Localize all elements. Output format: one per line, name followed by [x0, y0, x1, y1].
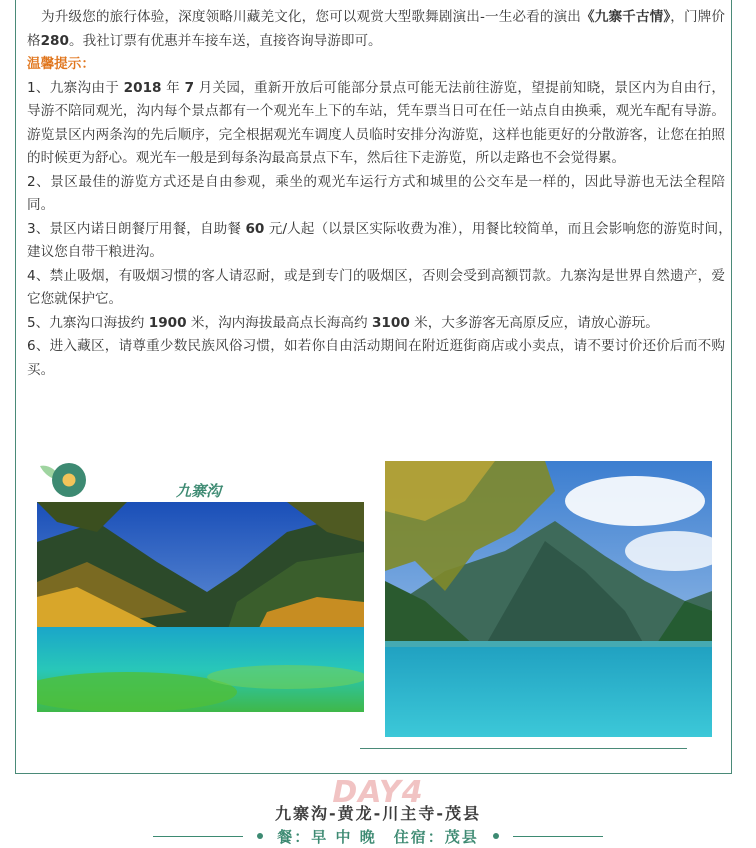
- tip-number: 6、: [27, 338, 50, 354]
- lake-photo-2: [385, 461, 712, 737]
- intro-tail: 。我社订票有优惠并车接车送，直接咨询导游即可。: [68, 32, 382, 49]
- dot-icon: [493, 833, 499, 839]
- itinerary-text: [27, 6, 739, 382]
- intro-paragraph: [27, 6, 725, 53]
- tip-text: 景区内诺日朗餐厅用餐，自助餐: [49, 220, 246, 237]
- tips-title: 温馨提示：: [27, 56, 95, 72]
- image-caption: 九寨沟: [176, 482, 222, 500]
- tip-text: 米，大多游客无高原反应，请放心游玩。: [409, 314, 659, 331]
- tip-month: 7: [184, 79, 195, 96]
- route-title: 九寨沟-黄龙-川主寺-茂县: [275, 804, 481, 823]
- tip-item-6: [27, 335, 725, 382]
- show-name: 《九寨千古情》: [581, 9, 671, 25]
- ticket-price: 280: [40, 32, 69, 49]
- meal-accommodation-text: 餐：早 中 晚 住宿：茂县: [277, 827, 479, 846]
- leaf-badge-icon: [38, 460, 88, 500]
- tip-number: 1、: [27, 79, 50, 96]
- tip-item-1: [27, 77, 725, 171]
- tip-item-5: [27, 312, 725, 336]
- altitude-max: 3100: [371, 314, 410, 331]
- divider-line-right: [513, 836, 603, 837]
- altitude-entrance: 1900: [148, 314, 187, 331]
- tip-text: 米，沟内海拔最高点长海高约: [186, 314, 372, 331]
- tip-number: 5、: [27, 314, 50, 331]
- tip-text: 景区最佳的游览方式还是自由参观，乘坐的观光车运行方式和城里的公交车是一样的，因此导游也无法全程陪同。: [27, 173, 726, 213]
- tip-item-4: [27, 265, 725, 312]
- intro-mid: ，门牌价格: [27, 9, 726, 49]
- tip-number: 2、: [27, 173, 51, 190]
- tip-text: 月关园，重新开放后可能部分景点可能无法前往游览，望提前知晓，景区内为自由行，导游不陪同观光，沟内每个景点都有一个观光车上下的车站，凭车票当日可在任一站点自由换乘，观光车配有导游。游览景区内两条沟的先后顺序，完全根据观光车调度人员临时安排分沟游览，这样也能更好的分散游客，让您在拍照的时候更为舒心。观光车一般是到每条沟最高景点下车，然后往下走游览，所以走路也不会觉得累。: [27, 79, 725, 166]
- tip-text: 禁止吸烟，有吸烟习惯的客人请忍耐，或是到专门的吸烟区，否则会受到高额罚款。九寨沟是世界自然遗产，爱它您就保护它。: [27, 267, 726, 307]
- tip-item-2: [27, 171, 725, 218]
- tip-number: 3、: [27, 220, 50, 237]
- tip-text: 年: [161, 79, 185, 96]
- tip-item-3: [27, 218, 739, 265]
- tip-text: 进入藏区，请尊重少数民族风俗习惯，如若你自由活动期间在附近逛街商店或小卖点，请不要讨价还价后而不购买。: [27, 338, 726, 378]
- photo-divider: [360, 748, 687, 749]
- divider-line-left: [153, 836, 243, 837]
- tip-number: 4、: [27, 267, 50, 284]
- intro-lead: 为升级您的旅行体验，深度领略川藏羌文化，您可以观赏大型歌舞剧演出-一生必看的演出: [41, 9, 582, 25]
- tip-year: 2018: [123, 79, 162, 96]
- dot-icon: [257, 833, 263, 839]
- meal-price: 60: [245, 220, 265, 237]
- tip-text: 元/人起（以景区实际收费为准），用餐比较简单，而且会影响您的游览时间， 建议您自带干粮进沟。: [27, 220, 739, 260]
- lake-photo-1: [37, 502, 364, 712]
- day-label: DAY4: [332, 775, 424, 810]
- tip-text: 九寨沟口海拔约: [49, 314, 149, 331]
- tip-text: 九寨沟由于: [49, 79, 124, 96]
- meal-accommodation-row: [0, 824, 756, 848]
